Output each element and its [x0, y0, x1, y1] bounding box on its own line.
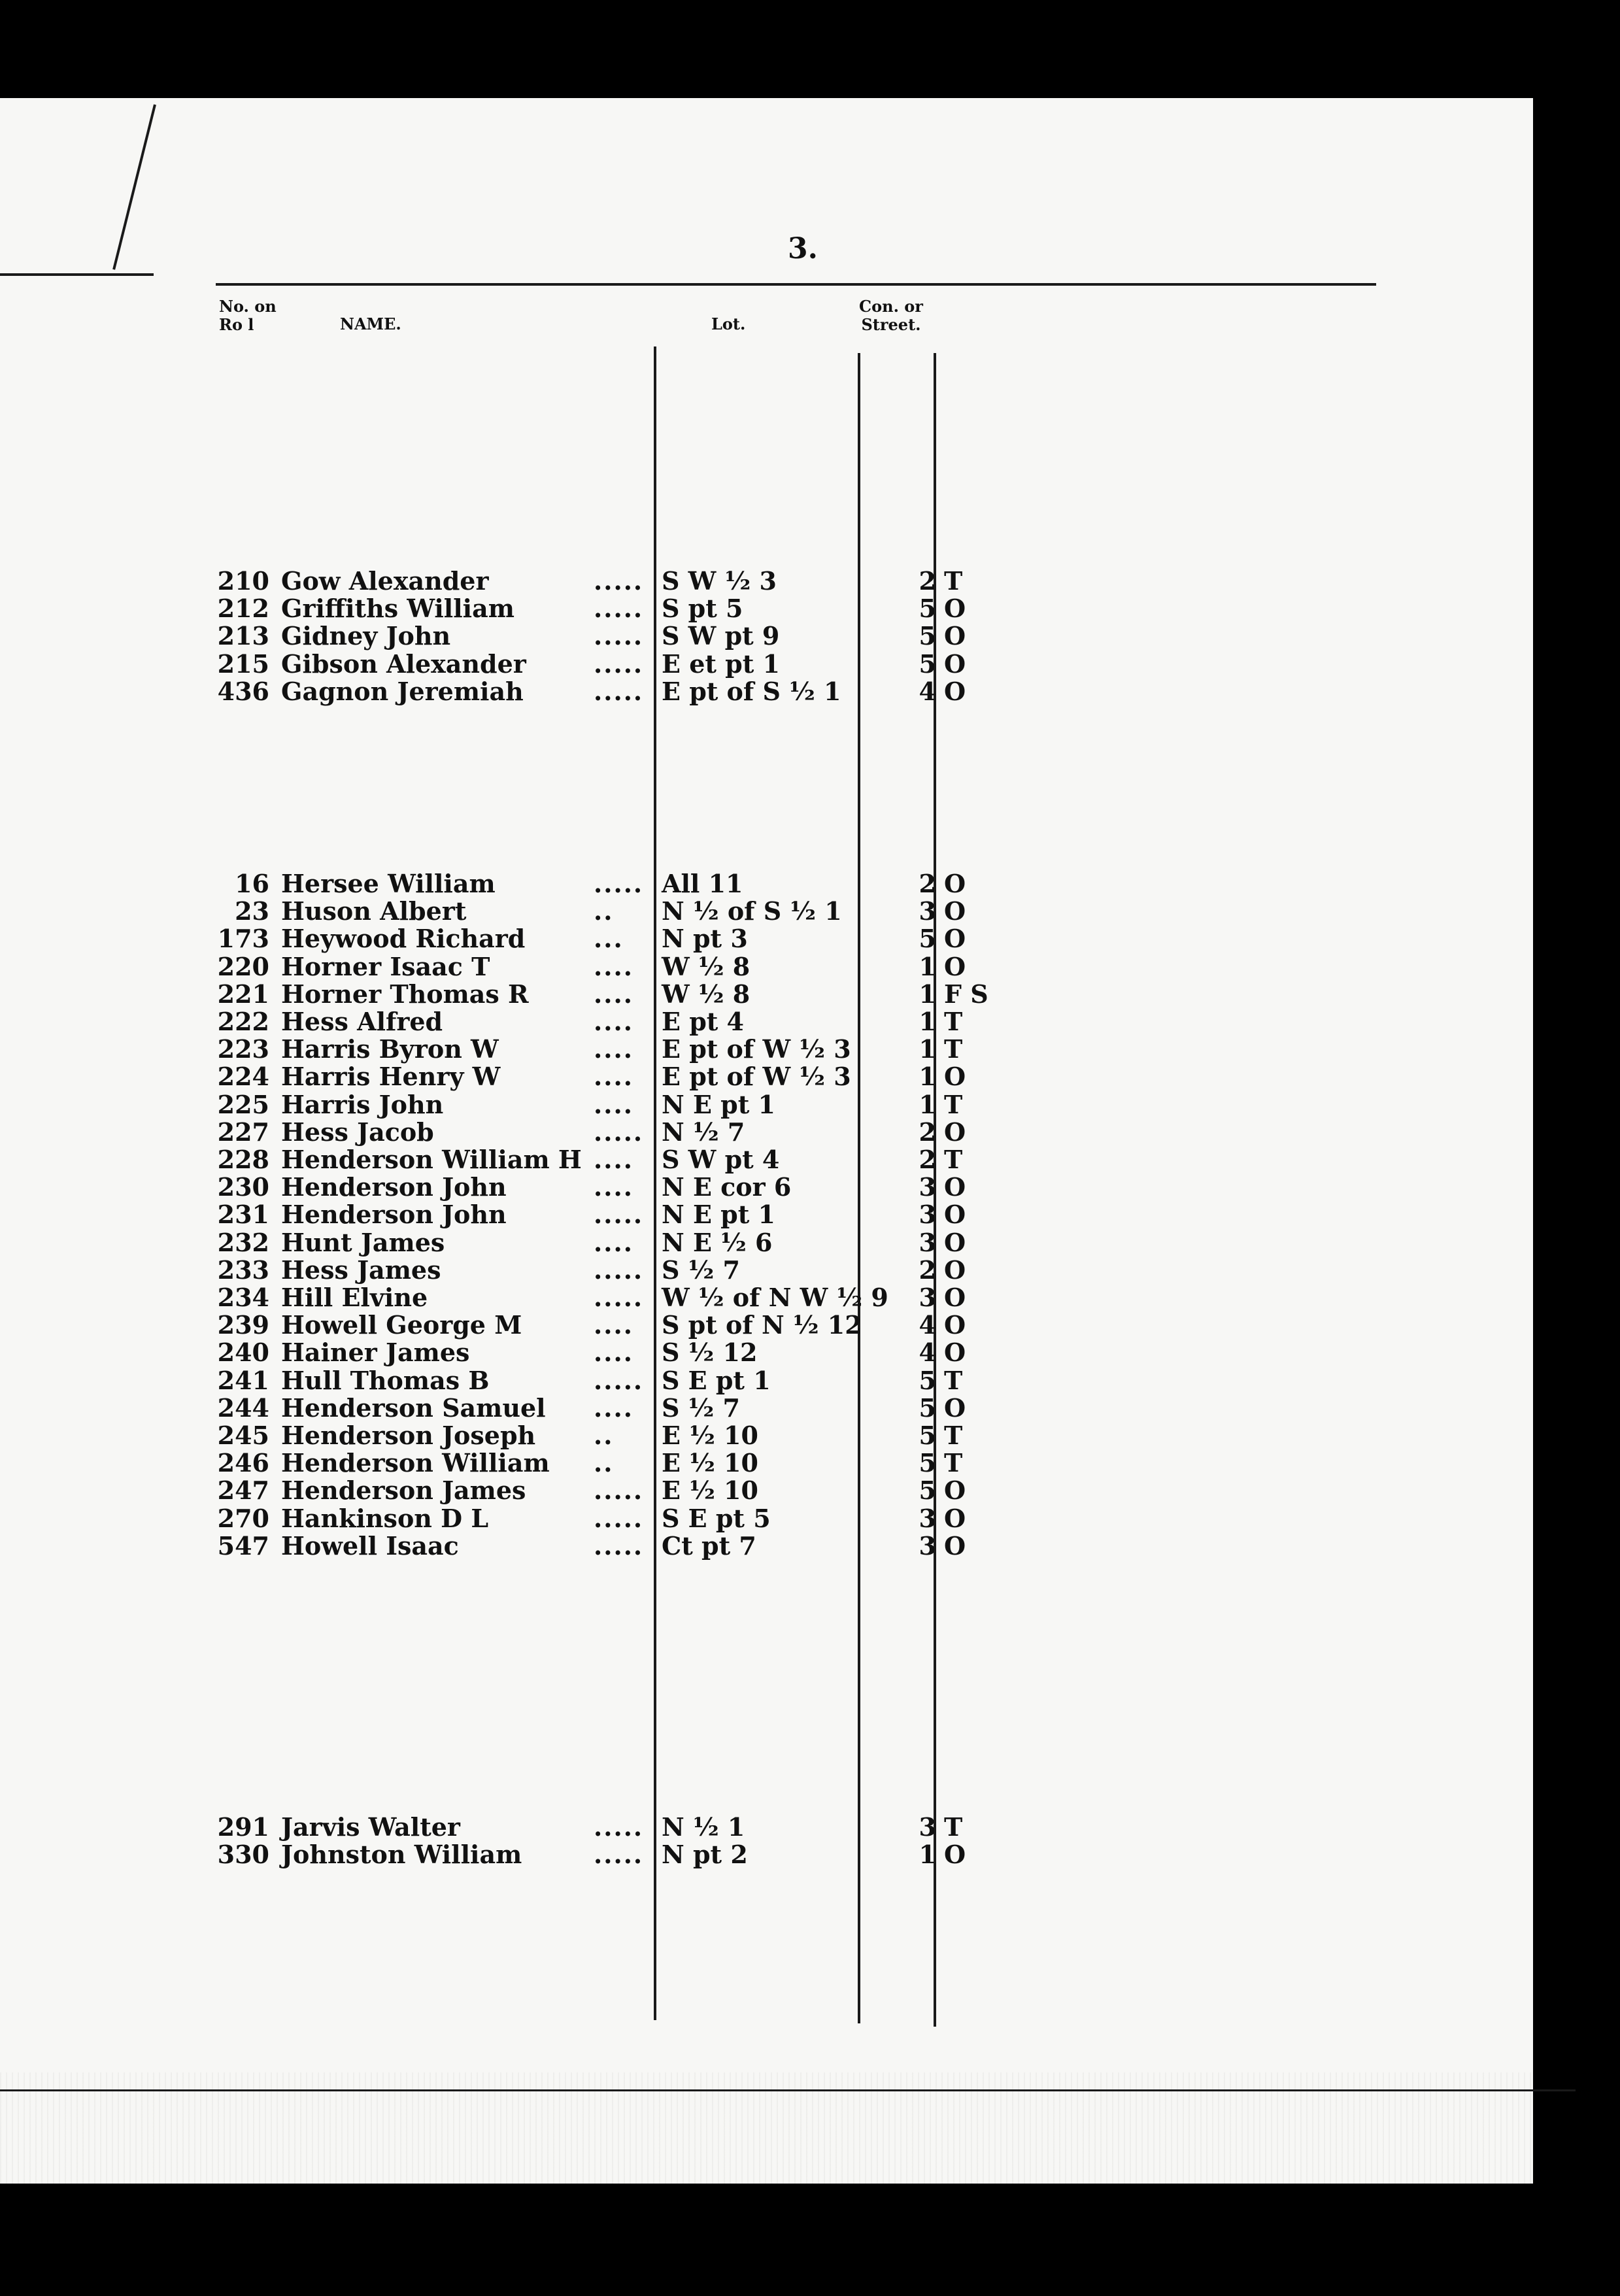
roll-number: 231	[217, 1200, 269, 1230]
lot-description: N ½ 1	[662, 1812, 745, 1842]
leader-dots: .....	[594, 649, 644, 679]
concession: 1	[919, 1034, 936, 1064]
lot-description: N ½ 7	[662, 1117, 745, 1147]
lot-description: N pt 2	[662, 1840, 748, 1870]
street-code: O	[944, 1476, 966, 1506]
lot-description: S W pt 9	[662, 621, 780, 651]
owner-name: Hunt James	[281, 1227, 445, 1257]
lot-description: E ½ 10	[662, 1448, 758, 1478]
street-code: O	[944, 1200, 966, 1230]
street-code: O	[944, 1310, 966, 1340]
roll-number: 225	[217, 1089, 269, 1119]
leader-dots: .....	[594, 1255, 644, 1285]
roll-number: 227	[217, 1117, 269, 1147]
leader-dots: .....	[594, 1812, 644, 1842]
concession: 5	[919, 594, 936, 624]
leader-dots: .....	[594, 1840, 644, 1870]
owner-name: Horner Thomas R	[281, 979, 529, 1009]
concession: 5	[919, 1421, 936, 1450]
owner-name: Heywood Richard	[281, 924, 526, 954]
concession: 5	[919, 1393, 936, 1423]
table-row	[0, 622, 1620, 650]
owner-name: Hainer James	[281, 1338, 470, 1368]
roll-number: 234	[217, 1283, 269, 1312]
lot-description: All 11	[662, 869, 743, 898]
owner-name: Henderson William H	[281, 1145, 582, 1174]
roll-number: 223	[217, 1034, 269, 1064]
roll-number: 213	[217, 621, 269, 651]
owner-name: Hess James	[281, 1255, 441, 1285]
roll-number: 246	[217, 1448, 269, 1478]
owner-name: Harris Byron W	[281, 1034, 499, 1064]
concession: 5	[919, 1448, 936, 1478]
roll-number: 221	[217, 979, 269, 1009]
owner-name: Hill Elvine	[281, 1283, 428, 1312]
lot-description: S W ½ 3	[662, 566, 777, 596]
header-no-on-roll: No. on Ro l	[219, 297, 277, 334]
table-row	[0, 567, 1620, 595]
leader-dots: ..	[594, 1421, 614, 1450]
concession: 1	[919, 1062, 936, 1092]
leader-dots: ....	[594, 1338, 633, 1368]
leader-dots: ....	[594, 1145, 633, 1174]
street-code: O	[944, 1062, 966, 1092]
table-row	[0, 1146, 1620, 1173]
concession: 1	[919, 979, 936, 1009]
roll-number: 241	[217, 1365, 269, 1395]
roll-number: 16	[235, 869, 269, 898]
leader-dots: .....	[594, 1365, 644, 1395]
street-code: O	[944, 1227, 966, 1257]
concession: 4	[919, 676, 936, 706]
lot-description: S E pt 1	[662, 1365, 771, 1395]
concession: 2	[919, 566, 936, 596]
concession: 3	[919, 1503, 936, 1533]
roll-number: 222	[217, 1007, 269, 1036]
leader-dots: .....	[594, 676, 644, 706]
owner-name: Hull Thomas B	[281, 1365, 490, 1395]
concession: 1	[919, 1089, 936, 1119]
concession: 2	[919, 869, 936, 898]
street-code: T	[944, 566, 963, 596]
owner-name: Howell Isaac	[281, 1530, 459, 1561]
lot-description: S E pt 5	[662, 1503, 771, 1533]
lot-description: E ½ 10	[662, 1421, 758, 1450]
owner-name: Harris John	[281, 1089, 444, 1119]
owner-name: Henderson James	[281, 1476, 526, 1506]
leader-dots: .....	[594, 621, 644, 651]
owner-name: Hess Alfred	[281, 1007, 443, 1036]
street-code: O	[944, 1530, 966, 1561]
roll-number: 247	[217, 1476, 269, 1506]
lot-description: S ½ 7	[662, 1393, 740, 1423]
lot-description: E pt of S ½ 1	[662, 676, 841, 706]
lot-description: N ½ of S ½ 1	[662, 896, 842, 926]
leader-dots: ....	[594, 1089, 633, 1119]
table-row	[0, 1449, 1620, 1477]
concession: 4	[919, 1310, 936, 1340]
roll-number: 240	[217, 1338, 269, 1368]
table-row	[0, 1477, 1620, 1504]
lot-description: S pt of N ½ 12	[662, 1310, 862, 1340]
lot-description: W ½ of N W ½ 9	[662, 1283, 888, 1312]
street-code: O	[944, 951, 966, 981]
concession: 3	[919, 1530, 936, 1561]
leader-dots: ....	[594, 1172, 633, 1202]
concession: 2	[919, 1255, 936, 1285]
lot-description: S W pt 4	[662, 1145, 780, 1174]
lot-description: N E pt 1	[662, 1089, 775, 1119]
table-row	[0, 1063, 1620, 1090]
lot-description: E pt of W ½ 3	[662, 1062, 851, 1092]
roll-number: 212	[217, 594, 269, 624]
table-row	[0, 981, 1620, 1008]
leader-dots: .....	[594, 566, 644, 596]
street-code: F S	[944, 979, 988, 1009]
concession: 5	[919, 1365, 936, 1395]
roll-number: 233	[217, 1255, 269, 1285]
owner-name: Harris Henry W	[281, 1062, 501, 1092]
table-row	[0, 1284, 1620, 1311]
table-row	[0, 1532, 1620, 1560]
concession: 2	[919, 1145, 936, 1174]
leader-dots: .....	[594, 1503, 644, 1533]
table-row	[0, 1008, 1620, 1036]
owner-name: Hersee William	[281, 869, 496, 898]
roll-number: 239	[217, 1310, 269, 1340]
leader-dots: ....	[594, 1034, 633, 1064]
table-row	[0, 678, 1620, 705]
leader-dots: ..	[594, 896, 614, 926]
owner-name: Hankinson D L	[281, 1503, 489, 1533]
table-row	[0, 1257, 1620, 1284]
owner-name: Johnston William	[281, 1840, 522, 1870]
roll-number: 547	[217, 1530, 269, 1561]
leader-dots: .....	[594, 1283, 644, 1312]
street-code: T	[944, 1034, 963, 1064]
lot-description: Ct pt 7	[662, 1530, 756, 1561]
street-code: O	[944, 1338, 966, 1368]
table-row	[0, 1091, 1620, 1119]
street-code: O	[944, 649, 966, 679]
table-row	[0, 1229, 1620, 1257]
owner-name: Gidney John	[281, 621, 451, 651]
corner-line	[0, 273, 154, 276]
owner-name: Gagnon Jeremiah	[281, 676, 524, 706]
leader-dots: .....	[594, 1530, 644, 1561]
leader-dots: .....	[594, 594, 644, 624]
concession: 5	[919, 1476, 936, 1506]
leader-dots: .....	[594, 869, 644, 898]
page-number: 3.	[788, 232, 818, 265]
owner-name: Hess Jacob	[281, 1117, 434, 1147]
street-code: T	[944, 1421, 963, 1450]
street-code: T	[944, 1448, 963, 1478]
table-row	[0, 953, 1620, 981]
owner-name: Henderson John	[281, 1200, 507, 1230]
street-code: O	[944, 1117, 966, 1147]
roll-number: 270	[217, 1503, 269, 1533]
street-code: T	[944, 1089, 963, 1119]
concession: 3	[919, 1283, 936, 1312]
street-code: T	[944, 1007, 963, 1036]
leader-dots: ...	[594, 924, 624, 954]
owner-name: Henderson Joseph	[281, 1421, 536, 1450]
owner-name: Henderson William	[281, 1448, 550, 1478]
owner-name: Gow Alexander	[281, 566, 489, 596]
lot-description: S ½ 7	[662, 1255, 740, 1285]
lot-description: E pt 4	[662, 1007, 744, 1036]
table-row	[0, 1422, 1620, 1449]
footer-rule	[0, 2089, 1576, 2091]
leader-dots: ....	[594, 1062, 633, 1092]
street-code: O	[944, 924, 966, 954]
roll-number: 210	[217, 566, 269, 596]
street-code: T	[944, 1812, 963, 1842]
table-row	[0, 1841, 1620, 1868]
street-code: T	[944, 1365, 963, 1395]
concession: 3	[919, 1227, 936, 1257]
lot-description: N pt 3	[662, 924, 748, 954]
owner-name: Jarvis Walter	[281, 1812, 460, 1842]
table-row	[0, 898, 1620, 925]
lot-description: S ½ 12	[662, 1338, 758, 1368]
roll-number: 232	[217, 1227, 269, 1257]
table-row	[0, 1394, 1620, 1422]
table-row	[0, 595, 1620, 622]
leader-dots: .....	[594, 1200, 644, 1230]
street-code: O	[944, 1840, 966, 1870]
table-row	[0, 925, 1620, 953]
roll-number: 23	[235, 896, 269, 926]
concession: 4	[919, 1338, 936, 1368]
leader-dots: ..	[594, 1448, 614, 1478]
street-code: O	[944, 1255, 966, 1285]
lot-description: S pt 5	[662, 594, 743, 624]
concession: 1	[919, 1840, 936, 1870]
concession: 3	[919, 1172, 936, 1202]
lot-description: E pt of W ½ 3	[662, 1034, 851, 1064]
owner-name: Howell George M	[281, 1310, 522, 1340]
street-code: O	[944, 1283, 966, 1312]
table-row	[0, 1505, 1620, 1532]
table-row	[0, 1036, 1620, 1063]
street-code: T	[944, 1145, 963, 1174]
lot-description: E et pt 1	[662, 649, 780, 679]
concession: 3	[919, 896, 936, 926]
owner-name: Henderson John	[281, 1172, 507, 1202]
owner-name: Gibson Alexander	[281, 649, 526, 679]
owner-name: Griffiths William	[281, 594, 515, 624]
roll-number: 215	[217, 649, 269, 679]
table-row	[0, 1814, 1620, 1841]
header-name: NAME.	[340, 314, 401, 333]
concession: 5	[919, 621, 936, 651]
roll-number: 245	[217, 1421, 269, 1450]
street-code: O	[944, 594, 966, 624]
table-row	[0, 650, 1620, 678]
header-con-or-street: Con. or Street.	[859, 297, 923, 334]
roll-number: 291	[217, 1812, 269, 1842]
lot-description: N E ½ 6	[662, 1227, 773, 1257]
leader-dots: ....	[594, 1007, 633, 1036]
leader-dots: ....	[594, 951, 633, 981]
roll-number: 244	[217, 1393, 269, 1423]
table-row	[0, 870, 1620, 898]
street-code: O	[944, 869, 966, 898]
table-row	[0, 1367, 1620, 1394]
header-rule	[216, 283, 1376, 286]
roll-number: 330	[217, 1840, 269, 1870]
owner-name: Huson Albert	[281, 896, 467, 926]
leader-dots: ....	[594, 1310, 633, 1340]
street-code: O	[944, 1393, 966, 1423]
table-row	[0, 1173, 1620, 1201]
table-row	[0, 1201, 1620, 1228]
roll-number: 224	[217, 1062, 269, 1092]
leader-dots: .....	[594, 1476, 644, 1506]
lot-description: E ½ 10	[662, 1476, 758, 1506]
lot-description: N E cor 6	[662, 1172, 792, 1202]
owner-name: Horner Isaac T	[281, 951, 490, 981]
street-code: O	[944, 621, 966, 651]
lot-description: W ½ 8	[662, 951, 751, 981]
street-code: O	[944, 896, 966, 926]
roll-number: 173	[217, 924, 269, 954]
concession: 5	[919, 924, 936, 954]
leader-dots: ....	[594, 1393, 633, 1423]
table-row	[0, 1119, 1620, 1146]
table-row	[0, 1339, 1620, 1366]
concession: 3	[919, 1200, 936, 1230]
street-code: O	[944, 1503, 966, 1533]
street-code: O	[944, 1172, 966, 1202]
owner-name: Henderson Samuel	[281, 1393, 546, 1423]
leader-dots: ....	[594, 1227, 633, 1257]
concession: 5	[919, 649, 936, 679]
roll-number: 230	[217, 1172, 269, 1202]
roll-number: 228	[217, 1145, 269, 1174]
concession: 1	[919, 1007, 936, 1036]
lot-description: N E pt 1	[662, 1200, 775, 1230]
header-lot: Lot.	[711, 314, 746, 333]
leader-dots: ....	[594, 979, 633, 1009]
concession: 1	[919, 951, 936, 981]
lot-description: W ½ 8	[662, 979, 751, 1009]
roll-number: 220	[217, 951, 269, 981]
concession: 3	[919, 1812, 936, 1842]
leader-dots: .....	[594, 1117, 644, 1147]
concession: 2	[919, 1117, 936, 1147]
roll-number: 436	[217, 676, 269, 706]
table-row	[0, 1311, 1620, 1339]
street-code: O	[944, 676, 966, 706]
